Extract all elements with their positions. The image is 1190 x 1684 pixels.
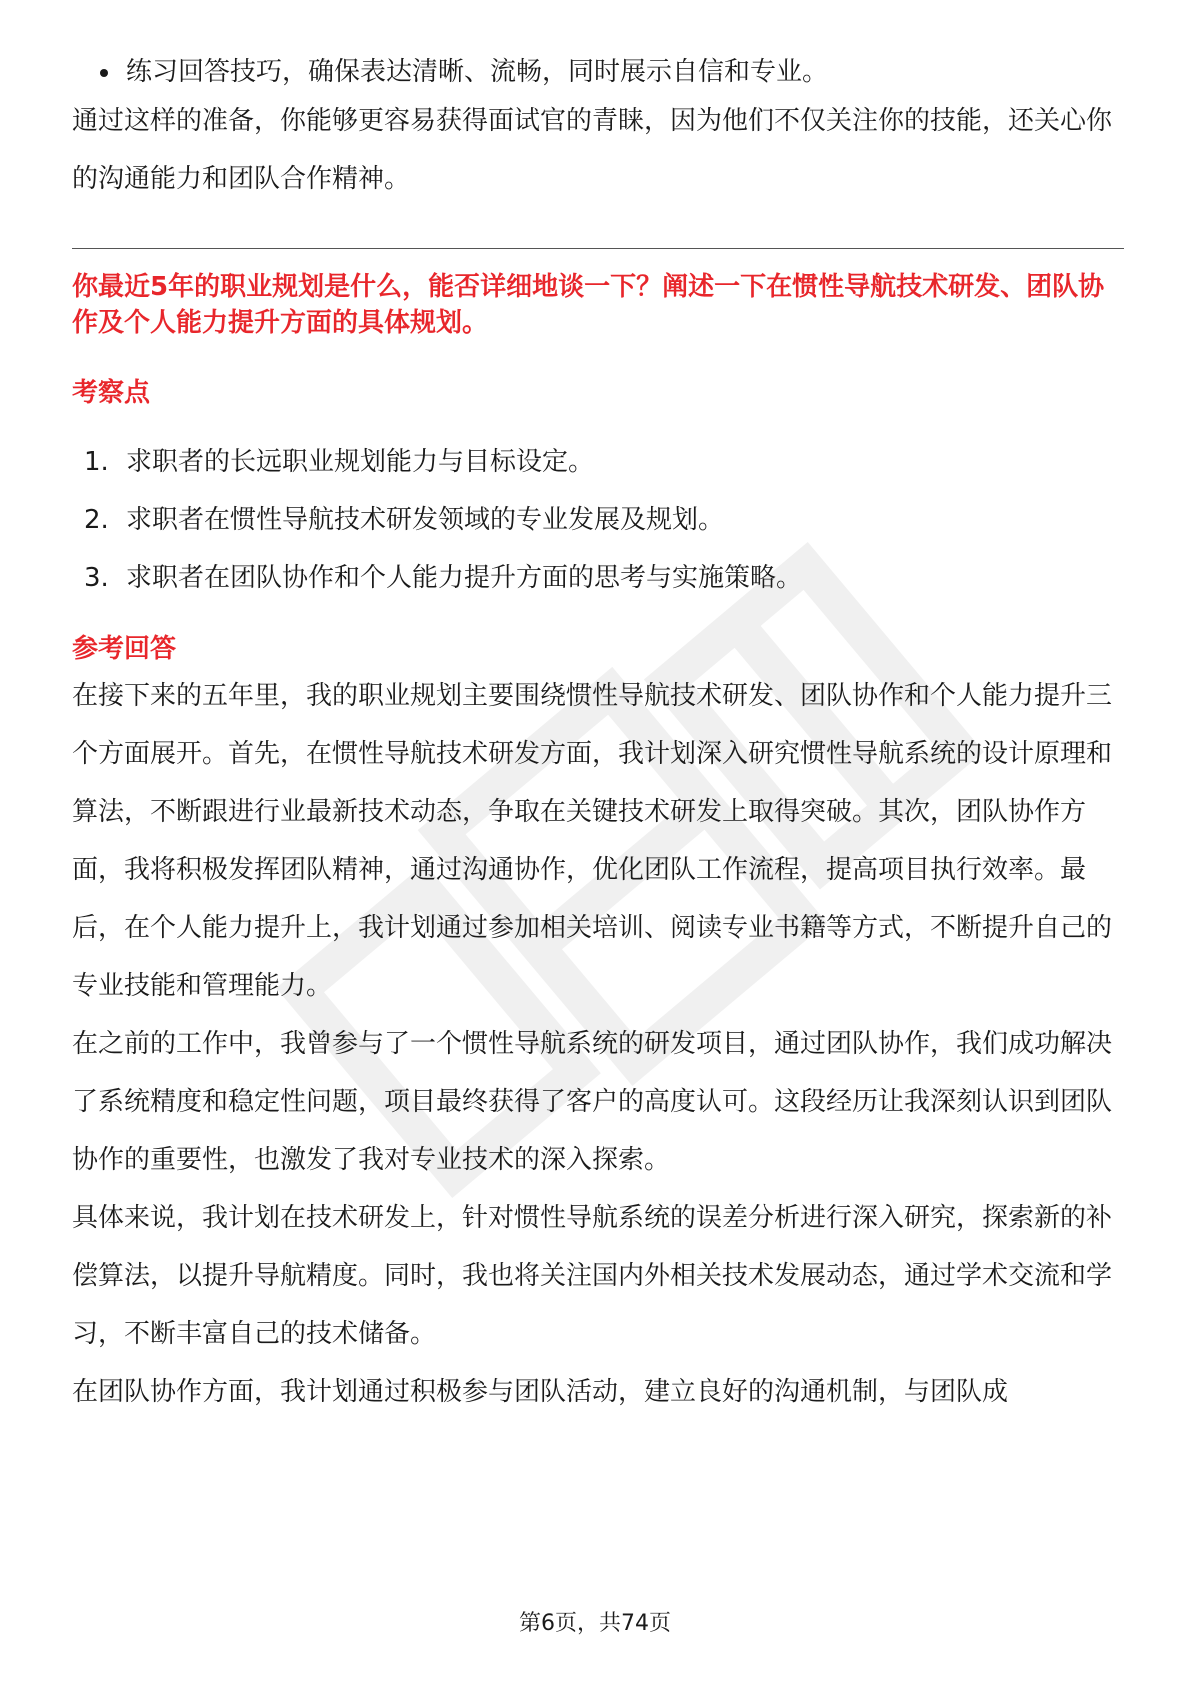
list-item-text: 求职者在惯性导航技术研发领域的专业发展及规划。 — [126, 505, 725, 535]
bullet-item: 练习回答技巧，确保表达清晰、流畅，同时展示自信和专业。 — [72, 52, 1124, 92]
exam-points-list — [72, 433, 1124, 607]
page-footer: 第6页，共74页 — [519, 1611, 671, 1636]
section-divider — [72, 248, 1124, 249]
intro-paragraph: 通过这样的准备，你能够更容易获得面试官的青睐，因为他们不仅关注你的技能，还关心你的沟通能力和团队合作精神。 — [72, 106, 1113, 194]
list-item-number: 2. — [84, 505, 109, 535]
question-heading: 你最近5年的职业规划是什么，能否详细地谈一下？阐述一下在惯性导航技术研发、团队协作及个人能力提升方面的具体规划。 — [72, 272, 1105, 338]
list-item-text: 求职者的长远职业规划能力与目标设定。 — [126, 447, 595, 477]
answer-heading: 参考回答 — [72, 634, 177, 664]
list-item-number: 3. — [84, 563, 109, 593]
bullet-list — [72, 52, 1124, 92]
page-content — [72, 52, 1124, 1421]
exam-points-heading: 考察点 — [72, 378, 151, 408]
list-item-text: 求职者在团队协作和个人能力提升方面的思考与实施策略。 — [126, 563, 803, 593]
list-item — [72, 433, 1124, 491]
answer-paragraph: 在团队协作方面，我计划通过积极参与团队活动，建立良好的沟通机制，与团队成 — [72, 1377, 1009, 1407]
answer-paragraph: 在之前的工作中，我曾参与了一个惯性导航系统的研发项目，通过团队协作，我们成功解决了系统精度和稳定性问题，项目最终获得了客户的高度认可。这段经历让我深刻认识到团队协作的重要性，也激发了我对专业技术的深入探索。 — [72, 1029, 1113, 1175]
answer-paragraph: 在接下来的五年里，我的职业规划主要围绕惯性导航技术研发、团队协作和个人能力提升三个方面展开。首先，在惯性导航技术研发方面，我计划深入研究惯性导航系统的设计原理和算法，不断跟进行业最新技术动态，争取在关键技术研发上取得突破。其次，团队协作方面，我将积极发挥团队精神，通过沟通协作，优化团队工作流程，提高项目执行效率。最后，在个人能力提升上，我计划通过参加相关培训、阅读专业书籍等方式，不断提升自己的专业技能和管理能力。 — [72, 681, 1113, 1001]
list-item — [72, 491, 1124, 549]
list-item-number: 1. — [84, 447, 109, 477]
answer-paragraph: 具体来说，我计划在技术研发上，针对惯性导航系统的误差分析进行深入研究，探索新的补偿算法，以提升导航精度。同时，我也将关注国内外相关技术发展动态，通过学术交流和学习，不断丰富自己的技术储备。 — [72, 1203, 1113, 1349]
list-item — [72, 549, 1124, 607]
